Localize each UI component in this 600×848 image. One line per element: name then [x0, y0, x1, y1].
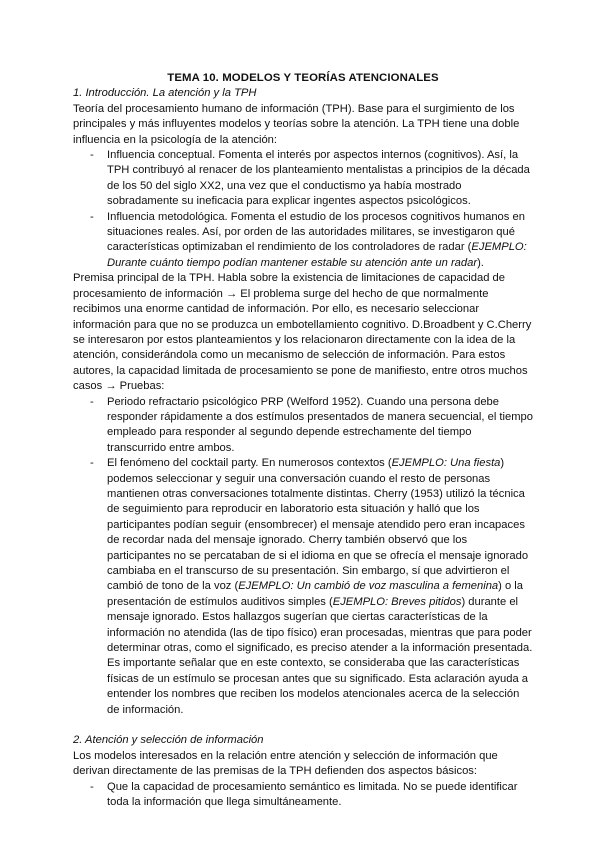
section-1-heading: 1. Introducción. La atención y la TPH: [73, 87, 257, 100]
bullet-dash: -: [90, 457, 94, 470]
proof-cocktail-part-4: ) durante el mensaje ignorado. Estos hallazgos sugerían que ciertas características de la información no atendida (las de tipo físico) eran procesadas, mientras que para poder determinar otras, como el significado, es preciso atender a la información presentada. Es importante señalar que en este contexto, se consideraba que las características físicas de un estímulo se procesan antes que su significado. Esta aclaración ayuda a entender los nombres que reciben los modelos atencionales acerca de la selección de información.: [107, 595, 533, 716]
proofs-list: [73, 395, 533, 719]
list-item: [73, 395, 533, 457]
influence-conceptual: Influencia conceptual. Fomenta el interés por aspectos internos (cognitivos). Así, la TPH contribuyó al renacer de los planteamiento mentalistas a principios de la década de los 50 del siglo XX2, una vez que el conductismo ya había mostrado sobradamente su ineficacia para explicar ingentes aspectos psicológicos.: [107, 149, 530, 208]
bullet-dash: -: [90, 149, 94, 162]
section-1-intro: Teoría del procesamiento humano de información (TPH). Base para el surgimiento de los principales y más influyentes modelos y teorías sobre la atención. La TPH tiene una doble influencia en la psicología de la atención:: [73, 102, 520, 146]
aspect-capacity: Que la capacidad de procesamiento semántico es limitada. No se puede identificar toda la información que llega simultáneamente.: [107, 780, 518, 809]
influence-methodological-end: ).: [477, 256, 484, 269]
section-spacer: [73, 718, 533, 733]
proof-prp: Periodo refractario psicológico PRP (Welford 1952). Cuando una persona debe responder rápidamente a dos estímulos presentados de manera secuencial, el tiempo empleado para responder al segundo depende estrechamente del tiempo transcurrido entre ambos.: [107, 395, 533, 454]
aspects-list: [73, 780, 533, 811]
list-item: [73, 780, 533, 811]
bullet-dash: -: [90, 210, 94, 223]
list-item: [73, 210, 533, 272]
document-title: TEMA 10. MODELOS Y TEORÍAS ATENCIONALES: [167, 72, 439, 84]
premise-paragraph: Premisa principal de la TPH. Habla sobre la existencia de limitaciones de capacidad de procesamiento de información → El problema surge del hecho de que normalmente recibimos una enorme cantidad de información. Por ello, es necesario seleccionar información para que no se produzca un embotellamiento cognitivo. D.Broadbent y C.Cherry se interesaron por estos planteamientos y los relacionaron directamente con la idea de la atención, considerándola como un mecanismo de selección de información. Para estos autores, la capacidad limitada de procesamiento se pone de manifiesto, entre otros muchos casos → Pruebas:: [73, 272, 532, 393]
proof-cocktail-part-3: ) o la presentación de estímulos auditivos simples (: [107, 580, 524, 608]
example-radar: EJEMPLO: Durante cuánto tiempo podían mantener estable su atención ante un radar: [107, 241, 527, 269]
bullet-dash: -: [90, 395, 94, 408]
example-voz: EJEMPLO: Un cambió de voz masculina a femenina: [238, 580, 499, 593]
influence-methodological: Influencia metodológica. Fomenta el estudio de los procesos cognitivos humanos en situaciones reales. Así, por orden de las autoridades militares, se investigaron qué características optimizaban el rendimiento de los controladores de radar (: [107, 210, 525, 254]
example-pitidos: EJEMPLO: Breves pitidos: [332, 595, 462, 608]
section-2-heading: 2. Atención y selección de información: [73, 734, 264, 747]
list-item: [73, 148, 533, 210]
proof-cocktail-part-2: ) podemos seleccionar y seguir una conversación cuando el resto de personas mantienen otras conversaciones totalmente distintas. Cherry (1953) utilizó la técnica de seguimiento para reproducir en laboratorio esta situación y halló que los participantes podían seguir (ensombrecer) el mensaje atendido pero eran incapaces de recordar nada del mensaje ignorado. Cherry también observó que los participantes no se percataban de si el idioma en que se ofrecía el mensaje ignorado cambiaba en el transcurso de su presentación. Sin embargo, sí que advirtieron el cambió de tono de la voz (: [107, 457, 529, 593]
section-2-intro: Los modelos interesados en la relación entre atención y selección de información que derivan directamente de las premisas de la TPH defienden dos aspectos básicos:: [73, 749, 498, 778]
example-fiesta: EJEMPLO: Una fiesta: [391, 457, 501, 470]
proof-cocktail-part-1: El fenómeno del cocktail party. En numerosos contextos (: [107, 457, 392, 470]
document-content: [73, 71, 533, 810]
influences-list: [73, 148, 533, 271]
list-item: [73, 456, 533, 718]
bullet-dash: -: [90, 780, 94, 793]
